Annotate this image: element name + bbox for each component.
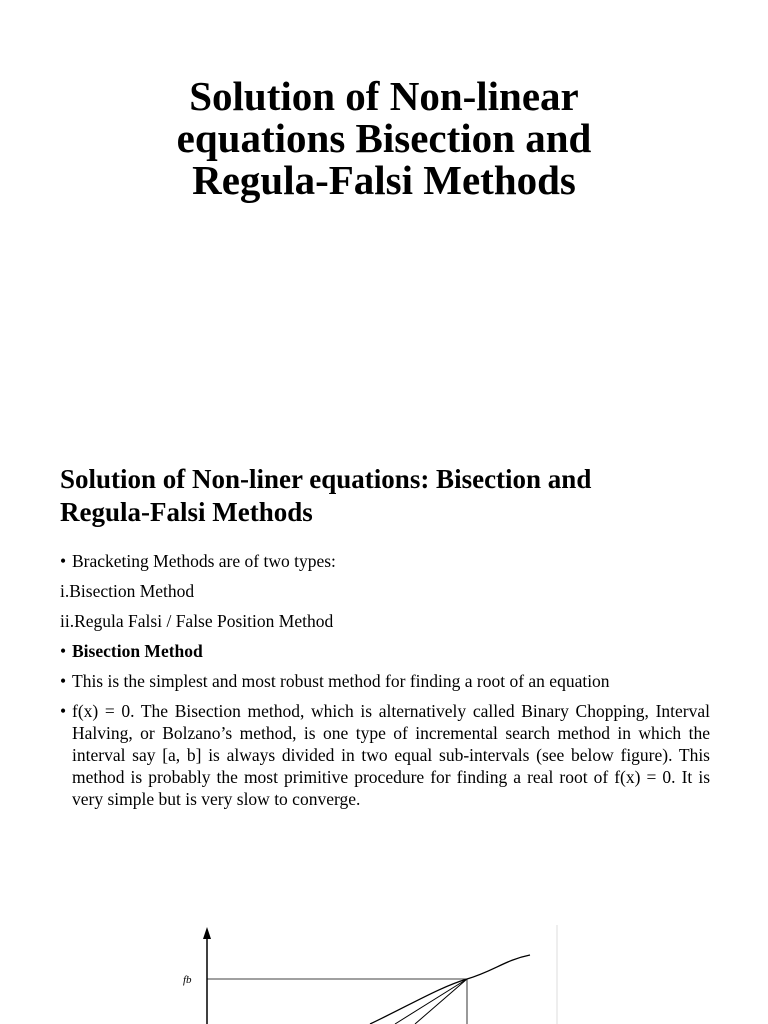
content-slide bbox=[0, 455, 768, 1024]
secant-line-1 bbox=[395, 979, 467, 1024]
bullet-marker: • bbox=[60, 551, 67, 571]
section-title-line-1: Solution of Non-liner equations: Bisection and bbox=[60, 464, 592, 494]
bullet-text-bisection-heading: Bisection Method bbox=[72, 641, 203, 661]
section-title bbox=[60, 463, 720, 529]
fb-label: fb bbox=[183, 974, 192, 986]
list-item-regula-falsi: ii.Regula Falsi / False Position Method bbox=[60, 611, 334, 631]
bullet-marker: • bbox=[60, 641, 67, 661]
bullet-text-bracketing: Bracketing Methods are of two types: bbox=[72, 551, 336, 571]
bullet-text-bisection-description: f(x) = 0. The Bisection method, which is alternatively called Binary Chopping, Interval Halving, or Bolzano’s method, is one type of incremental search method in which the interval say [a, b] is always divided in two equal sub-intervals (see below figure). This method is probably the most primitive procedure for finding a real root of f(x) = 0. It is very simple but is very slow to converge. bbox=[72, 701, 710, 809]
main-title bbox=[60, 75, 708, 201]
bullet-marker: • bbox=[60, 701, 67, 721]
secant-line-2 bbox=[415, 979, 467, 1024]
main-title-line-1: Solution of Non-linear bbox=[189, 73, 579, 119]
list-item bbox=[60, 550, 710, 572]
title-slide bbox=[0, 0, 768, 430]
main-title-line-3: Regula-Falsi Methods bbox=[192, 157, 576, 203]
bisection-figure bbox=[175, 925, 575, 1024]
bullet-marker: • bbox=[60, 671, 67, 691]
list-item bbox=[60, 700, 710, 810]
list-item-bisection: i.Bisection Method bbox=[60, 581, 195, 601]
bisection-figure-svg bbox=[175, 925, 575, 1024]
bullet-text-simplest: This is the simplest and most robust method for finding a root of an equation bbox=[72, 671, 610, 691]
bullet-list bbox=[60, 550, 710, 818]
list-item bbox=[60, 640, 710, 662]
y-axis-arrow bbox=[203, 927, 211, 939]
main-title-line-2: equations Bisection and bbox=[176, 115, 592, 161]
section-title-line-2: Regula-Falsi Methods bbox=[60, 497, 313, 527]
list-item bbox=[60, 670, 710, 692]
